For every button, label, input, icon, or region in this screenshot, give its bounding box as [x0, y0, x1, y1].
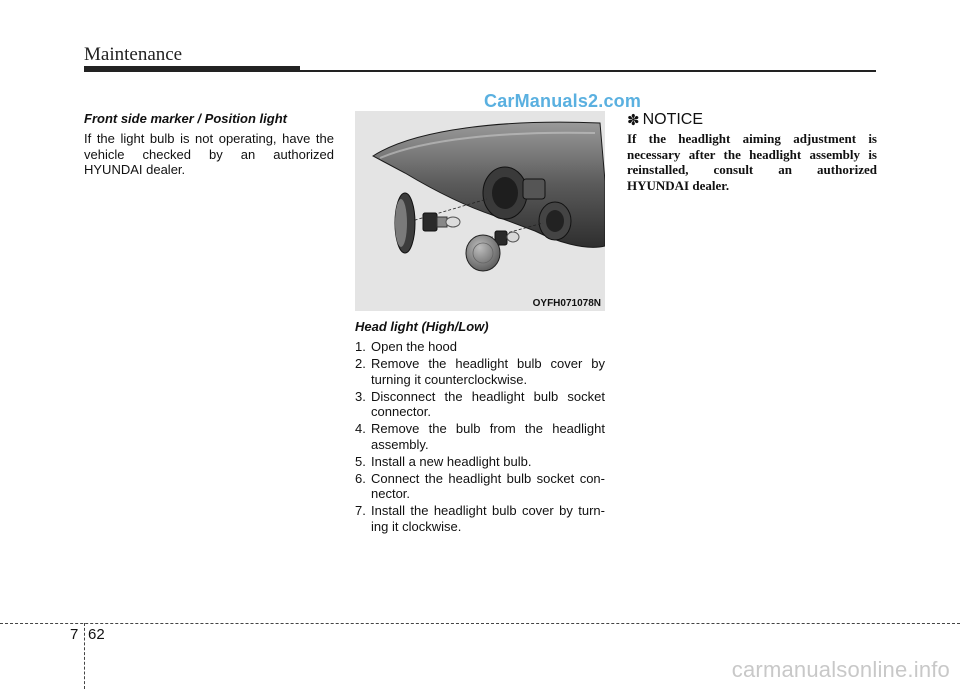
list-item: 6. Connect the headlight bulb socket con- nector.: [355, 470, 605, 501]
section-title-position-light: Front side marker / Position light: [84, 111, 287, 126]
chapter-number: 7: [70, 626, 79, 643]
list-item: 2. Remove the headlight bulb cover by turning it counterclockwise.: [355, 356, 605, 387]
footer-rule: [0, 623, 960, 624]
list-item: 5. Install a new headlight bulb.: [355, 453, 532, 469]
header-rule: [300, 70, 876, 72]
notice-body: If the headlight aiming adjustment is necessary after the headlight assembly is reinstalled, consult an authorized HYUNDAI dealer.: [627, 131, 877, 193]
headlight-figure: [355, 111, 605, 311]
headlight-illustration: [355, 111, 605, 311]
footer-divider: [84, 623, 85, 689]
left-column: [84, 111, 334, 178]
position-light-text: If the light bulb is not operating, have the vehicle checked by an authorized HYUNDAI dealer.: [84, 131, 334, 177]
right-column: [627, 111, 877, 193]
head-light-steps: [355, 339, 605, 534]
list-item: 4. Remove the bulb from the headlight assembly.: [355, 421, 605, 452]
page-header-title: Maintenance: [84, 44, 183, 65]
list-item: 1. Open the hood: [355, 339, 458, 354]
watermark-bottom: carmanualsonline.info: [731, 657, 950, 682]
middle-column: [355, 111, 605, 536]
notice-star-icon: ✽: [627, 112, 640, 129]
section-title-head-light: Head light (High/Low): [355, 319, 489, 334]
page-number: 62: [88, 626, 105, 643]
figure-code: OYFH071078N: [532, 298, 601, 309]
notice-title: NOTICE: [642, 111, 704, 128]
watermark-top: CarManuals2.com: [484, 91, 642, 111]
list-item: 3. Disconnect the headlight bulb socket connector.: [355, 388, 605, 419]
notice-heading: [627, 111, 877, 129]
list-item: 7. Install the headlight bulb cover by turn- ing it clockwise.: [355, 503, 605, 534]
header-bar: [84, 66, 300, 72]
